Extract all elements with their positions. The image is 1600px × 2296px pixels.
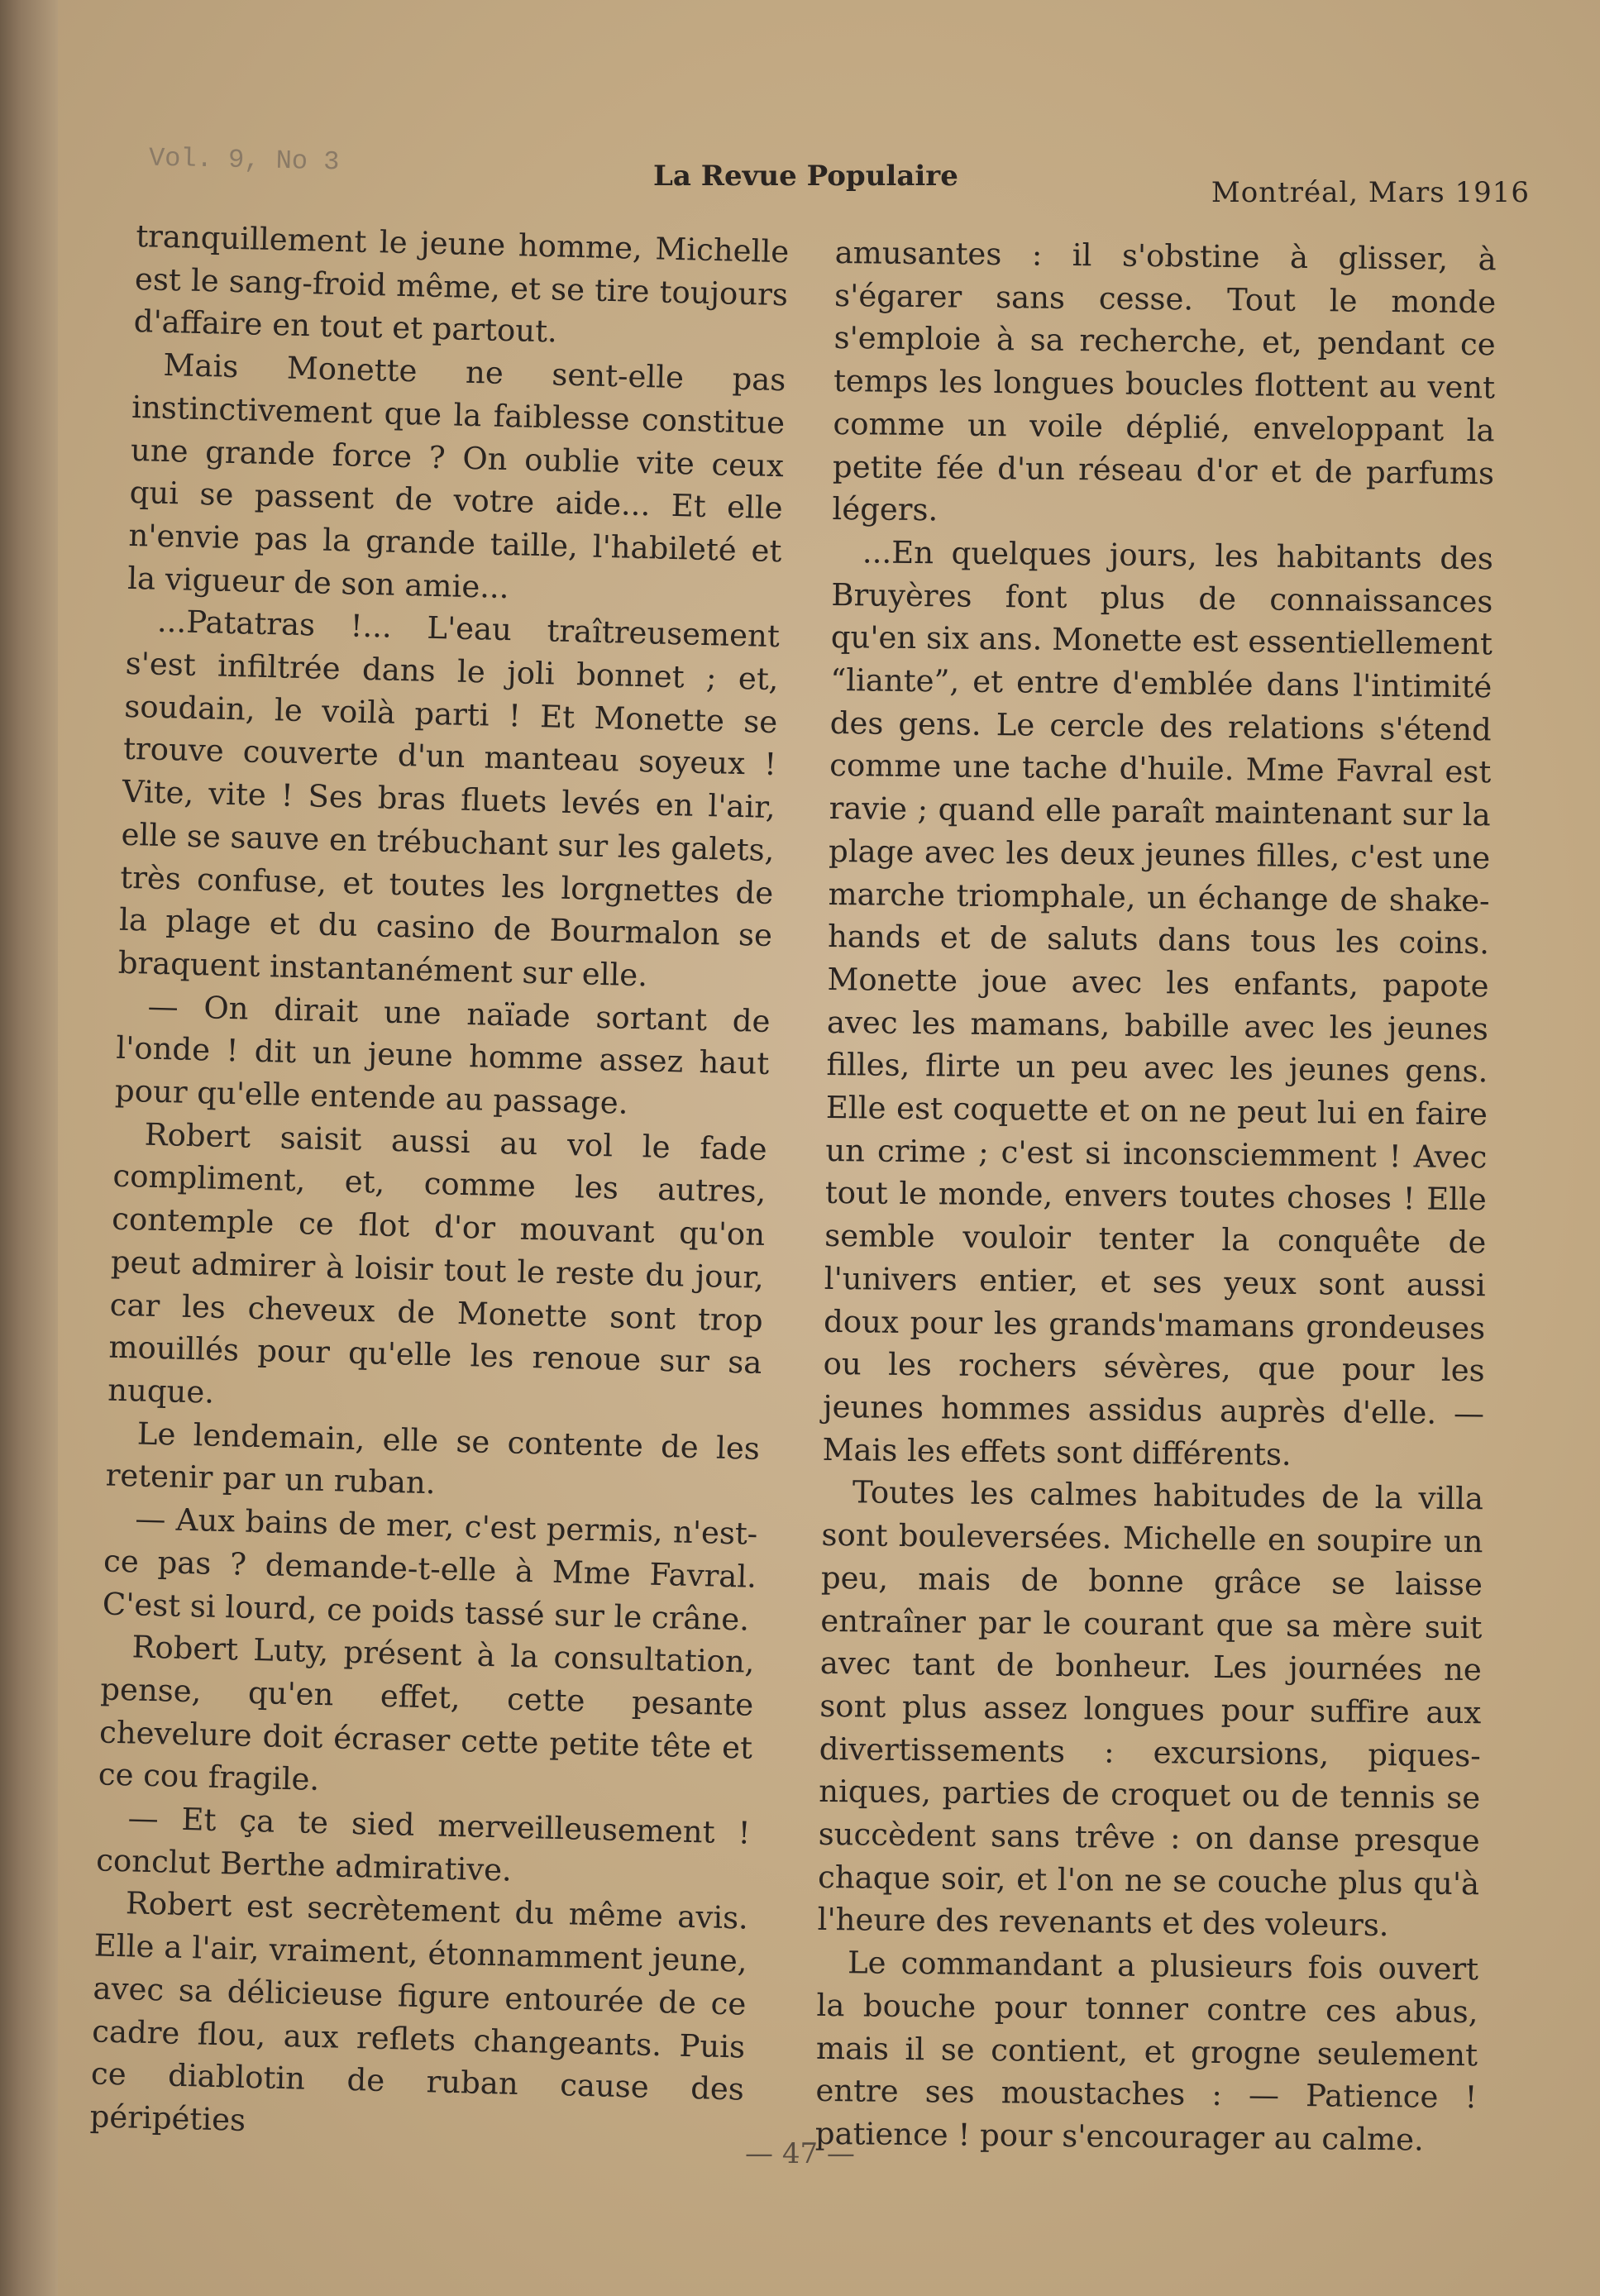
volume-number: Vol. 9, No 3 (148, 142, 340, 178)
paragraph: ...Patatras !... L'eau traîtreusement s'est infiltrée dans le joli bonnet ; et, soudain, le voilà parti ! Et Monette se trouve couverte d'un manteau soyeux ! Vite, vite ! Ses bras fluets levés en l'air, elle se sauve en trébuchant sur les galets, très confuse, et toutes les lorgnettes de la plage et du casino de Bourmalon se braquent instantanément sur elle. (117, 604, 781, 994)
page-binding-shadow (0, 0, 58, 2296)
paragraph: amusantes : il s'obstine à glisser, à s'égarer sans cesse. Tout le monde s'emploie à sa recherche, et, pendant ce temps les longues boucles flottent au vent comme un voile déplié, enveloppant la petite fée d'un réseau d'or et de parfums légers. (832, 234, 1497, 528)
paragraph: Le lendemain, elle se contente de les retenir par un ruban. (105, 1415, 761, 1501)
right-column (815, 232, 1497, 2162)
journal-title: La Revue Populaire (653, 160, 958, 193)
paragraph: ...En quelques jours, les habitants des Bruyères font plus de connaissances qu'en six ans. Monette est essentiellement “liante”, et entre d'emblée dans l'intimité des gens. Le cercle des relations s'étend comme une tache d'huile. Mme Favral est ravie ; quand elle paraît maintenant sur la plage avec les deux jeunes filles, c'est une marche triomphale, un échange de shake-hands et de saluts dans tous les coins. Monette joue avec les enfants, papote avec les mamans, babille avec les jeunes filles, flirte un peu avec les jeunes gens. Elle est coquette et on ne peut lui en faire un crime ; c'est si inconsciemment ! Avec tout le monde, envers toutes choses ! Elle semble vouloir tenter la conquête de l'univers entier, et ses yeux sont aussi doux pour les grands'mamans grondeuses ou les rochers sévères, que pour les jeunes hommes assidus auprès d'elle. — Mais les effets sont différents. (822, 534, 1494, 1473)
paragraph: — Et ça te sied merveilleusement ! conclut Berthe admirative. (95, 1800, 751, 1888)
paragraph: tranquillement le jeune homme, Michelle est le sang-froid même, et se tire toujours d'affaire en tout et partout. (133, 217, 790, 350)
paragraph: — Aux bains de mer, c'est permis, n'est-ce pas ? demande-t-elle à Mme Favral. C'est si lourd, ce poids tassé sur le crâne. (102, 1501, 758, 1638)
paragraph: Le commandant a plusieurs fois ouvert la bouche pour tonner contre ces abus, mais il se contient, et grogne seulement entre ses moustaches : — Patience ! patience ! pour s'encourager au calme. (814, 1945, 1479, 2158)
page-number: — 47 — (745, 2137, 855, 2170)
running-header (141, 142, 1530, 209)
paragraph: — On dirait une naïade sortant de l'onde ! dit un jeune homme assez haut pour qu'elle entende au passage. (114, 988, 771, 1121)
paragraph: Mais Monette ne sent-elle pas instinctivement que la faiblesse constitue une grande force ? On oublie vite ceux qui se passent de votre aide... Et elle n'envie pas la grande taille, l'habileté et la vigueur de son amie... (127, 346, 786, 605)
paragraph: Robert Luty, présent à la consultation, pense, qu'en effet, cette pesante chevelure doit écraser cette petite tête et ce cou fragile. (98, 1629, 755, 1798)
left-column (89, 215, 790, 2154)
paragraph: Toutes les calmes habitudes de la villa sont bouleversées. Michelle en soupire un peu, mais de bonne grâce se laisse entraîner par le courant que sa mère suit avec tant de bonheur. Les journées ne sont plus assez longues pour suffire aux divertissements : excursions, piques-niques, parties de croquet ou de tennis se succèdent sans trêve : on danse presque chaque soir, et l'on ne se couche plus qu'à l'heure des revenants et des voleurs. (817, 1474, 1484, 1944)
paragraph: Robert saisit aussi au vol le fade compliment, et, comme les autres, contemple ce flot d'or mouvant qu'on peut admirer à loisir tout le reste du jour, car les cheveux de Monette sont trop mouillés pour qu'elle les renoue sur sa nuque. (107, 1116, 768, 1411)
place-date: Montréal, Mars 1916 (1211, 176, 1530, 209)
paragraph: Robert est secrètement du même avis. Elle a l'air, vraiment, étonnamment jeune, avec sa délicieuse figure entourée de ce cadre flou, aux reflets changeants. Puis ce diablotin de ruban cause des péripéties (89, 1885, 749, 2138)
